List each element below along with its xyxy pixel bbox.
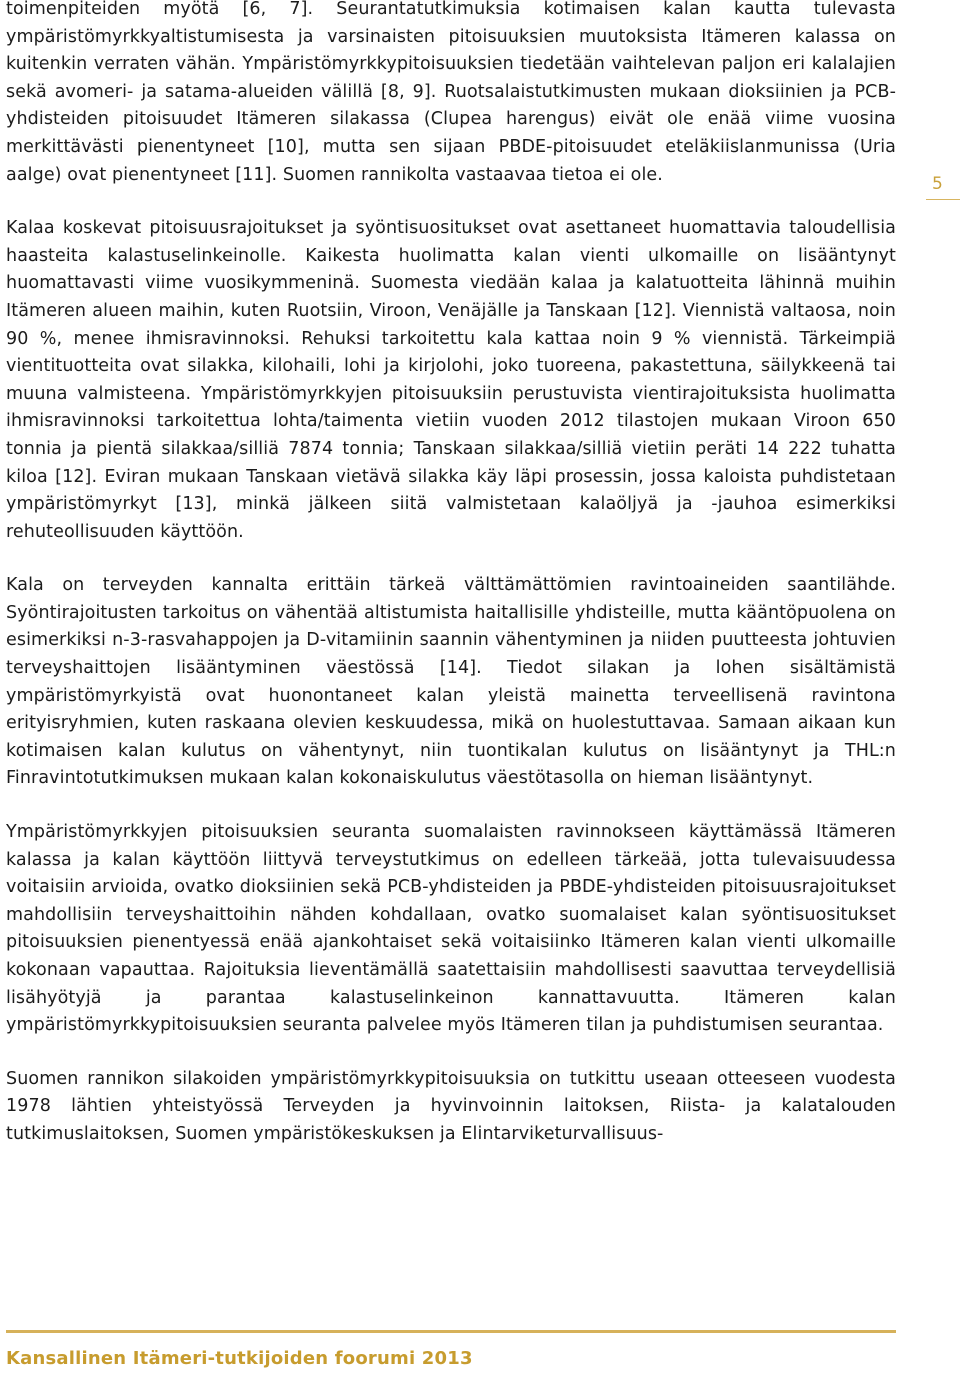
paragraph: Suomen rannikon silakoiden ympäristömyrkkypitoisuuksia on tutkittu useaan otteeseen vuodesta 1978 lähtien yhteistyössä Terveyden ja hyvinvoinnin laitoksen, Riista- ja kalatalouden tutkimuslaitoksen, Suomen ympäristökeskuksen ja Elintarviketurvallisuus-: [6, 1068, 896, 1144]
body-text: [6, 0, 896, 1175]
paragraph: Kala on terveyden kannalta erittäin tärkeä välttämättömien ravintoaineiden saantilähde. Syöntirajoitusten tarkoitus on vähentää altistumista haitallisille yhdisteille, mutta kääntöpuolena on esimerkiksi n-3-rasvahappojen ja D-vitamiinin saannin vähentyminen ja niiden puutteesta johtuvien terveyshaittojen lisääntyminen väestössä [14]. Tiedot silakan ja lohen sisältämistä ympäristömyrkyistä ovat huonontaneet kalan yleistä mainetta terveellisenä ravintona erityisryhmien, kuten raskaana olevien keskuudessa, mikä on huolestuttavaa. Samaan aikaan kun kotimaisen kalan kulutus on vähentynyt, niin tuontikalan kulutus on lisääntynyt ja THL:n Finravintotutkimuksen mukaan kalan kokonaiskulutus väestötasolla on hieman lisääntynyt.: [6, 575, 896, 789]
page-number: 5: [932, 174, 943, 194]
paragraph: Kalaa koskevat pitoisuusrajoitukset ja syöntisuositukset ovat asettaneet huomattavia taloudellisia haasteita kalastuselinkeinolle. Kaikesta huolimatta kalan vienti ulkomaille on lisääntynyt huomattavasti viime vuosikymmeninä. Suomesta viedään kalaa ja kalatuotteita lähinnä muihin Itämeren alueen maihin, kuten Ruotsiin, Viroon, Venäjälle ja Tanskaan [12]. Viennistä valtaosa, noin 90 %, menee ihmisravinnoksi. Rehuksi tarkoitettu kala kattaa noin 9 % viennistä. Tärkeimpiä vientituotteita ovat silakka, kilohaili, lohi ja kirjolohi, joko tuoreena, pakastettuna, säilykkeenä tai muuna valmisteena. Ympäristömyrkkyjen pitoisuuksiin perustuvista vientirajoituksista huolimatta ihmisravinnoksi tarkoitettua lohta/taimenta vietiin vuoden 2012 tilastojen mukaan Viroon 650 tonnia ja pientä silakkaa/silliä 7874 tonnia; Tanskaan silakkaa/silliä vietiin peräti 14 222 tuhatta kiloa [12]. Eviran mukaan Tanskaan vietävä silakka käy läpi prosessin, jossa kaloista puhdistetaan ympäristömyrkyt [13], minkä jälkeen siitä valmistetaan kalaöljyä ja -jauhoa esimerkiksi rehuteollisuuden käyttöön.: [6, 218, 896, 542]
page-number-rule: [926, 199, 960, 200]
footer-divider: [6, 1330, 896, 1333]
paragraph: Ympäristömyrkkyjen pitoisuuksien seuranta suomalaisten ravinnokseen käyttämässä Itämeren kalassa ja kalan käyttöön liittyvä terveystutkimus on edelleen tärkeää, jotta tulevaisuudessa voitaisiin arvioida, ovatko dioksiinien sekä PCB-yhdisteiden ja PBDE-yhdisteiden pitoisuusrajoitukset mahdollisiin terveyshaittoihin nähden kohdallaan, ovatko suomalaiset kalan syöntisuositukset pitoisuuksien pienentyessä enää ajankohtaiset sekä voitaisiinko Itämeren kalan vienti ulkomaille kokonaan vapauttaa. Rajoituksia lieventämällä saatettaisiin mahdollisesti saavuttaa terveydellisiä lisähyötyjä ja parantaa kalastuselinkeinon kannattavuutta. Itämeren kalan ympäristömyrkkypitoisuuksien seuranta palvelee myös Itämeren tilan ja puhdistumisen seurantaa.: [6, 822, 896, 1036]
footer-title: Kansallinen Itämeri-tutkijoiden foorumi 2013: [6, 1348, 473, 1369]
paragraph: toimenpiteiden myötä [6, 7]. Seurantatutkimuksia kotimaisen kalan kautta tulevasta ympäristömyrkkyaltistumisesta ja varsinaisten pitoisuuksien muutoksista Itämeren kalassa on kuitenkin verraten vähän. Ympäristömyrkkypitoisuuksien tiedetään vaihtelevan paljon eri kalalajien sekä avomeri- ja satama-alueiden välillä [8, 9]. Ruotsalaistutkimusten mukaan dioksiinien ja PCB-yhdisteiden pitoisuudet Itämeren silakassa (Clupea harengus) eivät ole enää viime vuosina merkittävästi pienentyneet [10], mutta sen sijaan PBDE-pitoisuudet eteläkiislanmunissa (Uria aalge) ovat pienentyneet [11]. Suomen rannikolta vastaavaa tietoa ei ole.: [6, 0, 896, 185]
